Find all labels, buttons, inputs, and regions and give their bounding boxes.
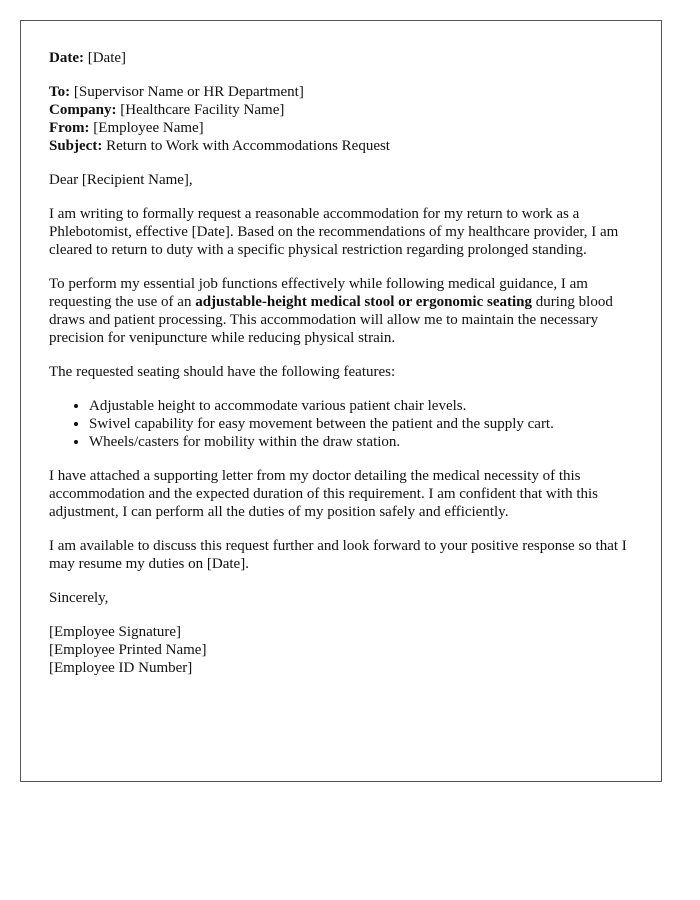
list-item: • Adjustable height to accommodate various patient chair levels.: [89, 397, 633, 415]
subject-line: [49, 137, 633, 155]
header-spacer: [49, 155, 633, 171]
signature-line: [Employee Signature]: [49, 624, 182, 640]
date-line: [49, 49, 633, 67]
to-label: To:: [49, 84, 71, 100]
company-value: [Healthcare Facility Name]: [116, 102, 285, 118]
printed-name-line: [Employee Printed Name]: [49, 642, 207, 658]
company-label: Company:: [49, 102, 117, 118]
to-line: [49, 83, 633, 101]
from-value: [Employee Name]: [89, 120, 204, 136]
salutation: Dear [Recipient Name],: [49, 172, 193, 188]
body-paragraph-5: I am available to discuss this request further and look forward to your positive response so that I may resume my duties on [Date].: [49, 538, 627, 572]
company-line: [49, 101, 633, 119]
body-paragraph-4: I have attached a supporting letter from my doctor detailing the medical necessity of this accommodation and the expected duration of this requirement. I am confident that with this adjustment, I can perform all the duties of my position safely and efficiently.: [49, 468, 599, 520]
header-spacer: [49, 67, 633, 83]
closing: Sincerely,: [49, 590, 109, 606]
date-label: Date:: [49, 50, 84, 66]
body-paragraph-2: [49, 275, 633, 347]
body-paragraph-3: The requested seating should have the following features:: [49, 364, 396, 380]
employee-id-line: [Employee ID Number]: [49, 660, 193, 676]
to-value: [Supervisor Name or HR Department]: [70, 84, 304, 100]
features-list: [49, 397, 633, 451]
from-line: [49, 119, 633, 137]
list-item: • Wheels/casters for mobility within the draw station.: [89, 433, 633, 451]
letter-document: [20, 20, 662, 782]
subject-value: Return to Work with Accommodations Request: [102, 138, 390, 154]
list-item: • Swivel capability for easy movement between the patient and the supply cart.: [89, 415, 633, 433]
body-paragraph-1: I am writing to formally request a reasonable accommodation for my return to work as a Phlebotomist, effective [Date]. Based on the recommendations of my healthcare provider, I am cleared to return to duty with a specific physical restriction regarding prolonged standing.: [49, 206, 619, 258]
paragraph-2-text-start: To perform my essential job functions effectively while following medical guidance, I am requesting the use of an: [49, 276, 588, 310]
date-value: [Date]: [83, 50, 127, 66]
subject-label: Subject:: [49, 138, 103, 154]
paragraph-2-emphasis: adjustable-height medical stool or ergonomic seating: [195, 294, 533, 310]
paragraph-2-text-end: during blood draws and patient processing. This accommodation will allow me to maintain the necessary precision for venipuncture while reducing physical strain.: [49, 294, 613, 346]
from-label: From:: [49, 120, 90, 136]
